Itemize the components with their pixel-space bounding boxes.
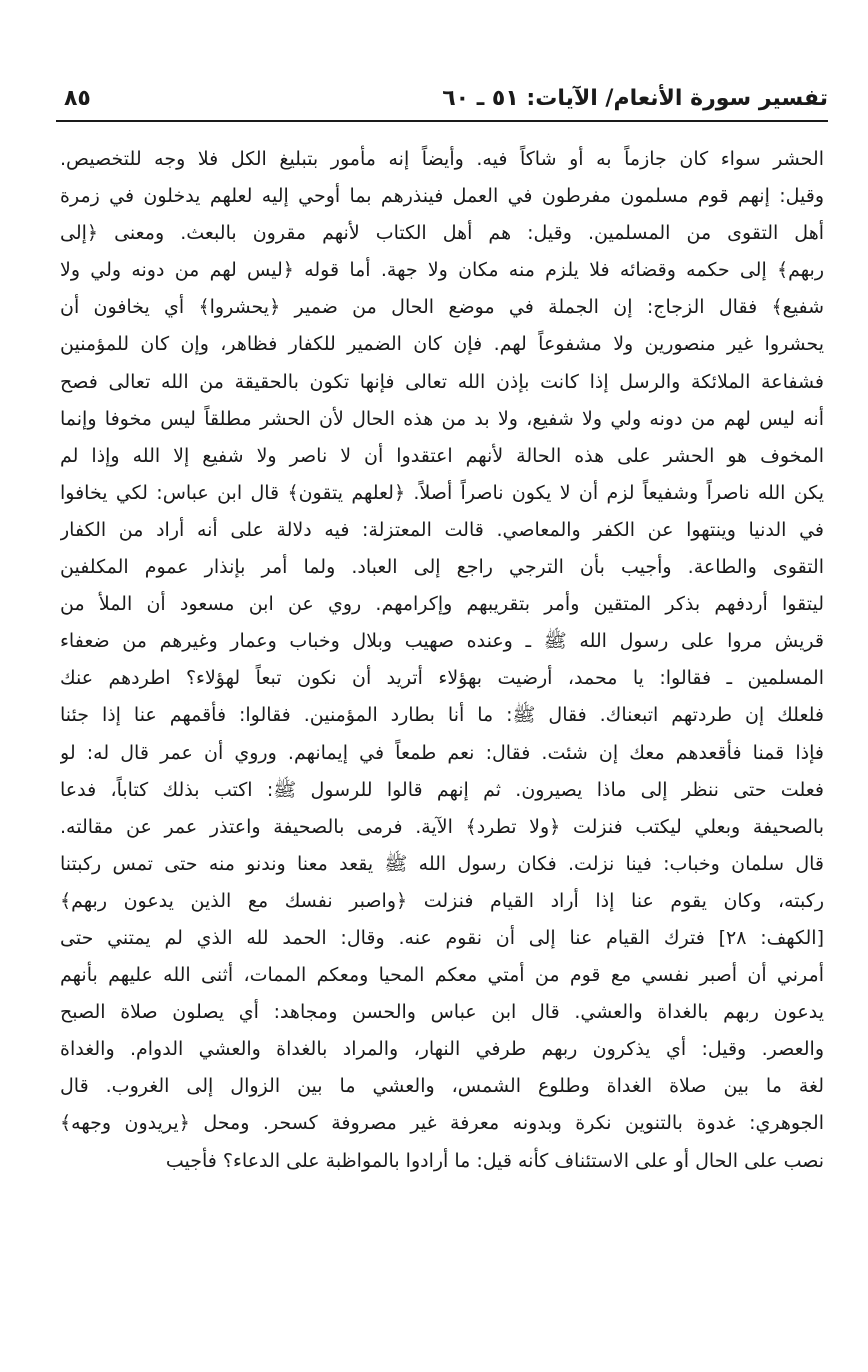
text-line: والعصر. وقيل: أي يذكرون ربهم طرفي النهار، والمراد بالغداة والعشي الدوام. والغداة — [60, 1038, 824, 1061]
text-line: قال سلمان وخباب: فينا نزلت. فكان رسول الله ﷺ يقعد معنا وندنو منه حتى تمس ركبتنا — [60, 852, 824, 875]
text-line: فعلت حتى ننظر إلى ماذا يصيرون. ثم إنهم قالوا للرسول ﷺ: اكتب بذلك كتاباً، فدعا — [60, 778, 824, 801]
text-line: المسلمين ـ فقالوا: يا محمد، أرضيت بهؤلاء أتريد أن نكون تبعاً لهؤلاء؟ اطردهم عنك — [60, 667, 824, 690]
text-line: ليتقوا أردفهم بذكر المتقين وأمر بتقريبهم وإكرامهم. روي عن ابن مسعود أن الملأ من — [60, 593, 824, 616]
text-line: فشفاعة الملائكة والرسل إذا كانت بإذن الله تعالى فإنها تكون بالحقيقة من الله تعالى فصح — [60, 370, 824, 393]
text-line: [الكهف: ٢٨] فترك القيام عنا إلى أن نقوم عنه. وقال: الحمد لله الذي لم يمتني حتى — [60, 926, 824, 949]
text-line: نصب على الحال أو على الاستئناف كأنه قيل: ما أرادوا بالمواظبة على الدعاء؟ فأجيب — [165, 1149, 824, 1172]
text-line: أنه ليس لهم من دونه ولي ولا شفيع، ولا بد من هذه الحال لأن الحشر مطلقاً ليس مخوفا وإنما — [60, 407, 824, 430]
text-line: أهل التقوى من المسلمين. وقيل: هم أهل الكتاب لأنهم مقرون بالبعث. ومعنى ﴿إلى — [60, 222, 824, 245]
running-title: تفسير سورة الأنعام/ الآيات: ٥١ ـ ٦٠ — [442, 86, 828, 111]
page-header — [56, 84, 828, 118]
text-line: التقوى والطاعة. وأجيب بأن الترجي راجع إلى العباد. ولما أمر بإنذار عموم المكلفين — [60, 556, 824, 579]
text-line: قريش مروا على رسول الله ﷺ ـ وعنده صهيب وبلال وخباب وعمار وغيرهم من ضعفاء — [60, 630, 824, 653]
page-number: ٨٥ — [64, 86, 91, 111]
text-line: المخوف هو الحشر على هذه الحالة لأنهم اعتقدوا أن لا ناصر ولا شفيع إلا الله وإذا لم — [60, 444, 824, 467]
text-line: فإذا قمنا فأقعدهم معك إن شئت. فقال: نعم طمعاً في إيمانهم. وروي أن عمر قال له: لو — [60, 741, 824, 764]
text-line: بالصحيفة وبعلي ليكتب فنزلت ﴿ولا تطرد﴾ الآية. فرمى بالصحيفة واعتذر عمر عن مقالته. — [60, 815, 824, 838]
text-line: الجوهري: غدوة بالتنوين نكرة وبدونه معرفة غير مصروفة كسحر. ومحل ﴿يريدون وجهه﴾ — [60, 1112, 824, 1135]
body-text — [60, 141, 824, 1180]
text-line: ركبته، وكان يقوم عنا إذا أراد القيام فنزلت ﴿واصبر نفسك مع الذين يدعون ربهم﴾ — [60, 889, 824, 912]
text-line: فلعلك إن طردتهم اتبعناك. فقال ﷺ: ما أنا بطارد المؤمنين. فقالوا: فأقمهم عنا إذا جئنا — [60, 704, 824, 727]
text-line: شفيع﴾ فقال الزجاج: إن الجملة في موضع الحال من ضمير ﴿يحشروا﴾ أي يخافون أن — [60, 296, 824, 319]
text-line: أمرني أن أصبر نفسي مع قوم من أمتي معكم المحيا ومعكم الممات، أثنى الله عليهم بأنهم — [60, 964, 824, 987]
text-line: لغة ما بين صلاة الغداة وطلوع الشمس، والعشي ما بين الزوال إلى الغروب. قال — [60, 1075, 824, 1098]
text-line: يحشروا غير منصورين ولا مشفوعاً لهم. فإن كان الضمير للكفار فظاهر، وإن كان للمؤمنين — [60, 333, 824, 356]
text-line: وقيل: إنهم قوم مسلمون مفرطون في العمل فينذرهم بما أوحي إليه لعلهم يدخلون في زمرة — [60, 185, 824, 208]
text-line: الحشر سواء كان جازماً به أو شاكاً فيه. وأيضاً إنه مأمور بتبليغ الكل فلا وجه للتخصيص. — [60, 148, 824, 170]
text-line: في الدنيا وينتهوا عن الكفر والمعاصي. قالت المعتزلة: فيه دلالة على أنه أراد من الكفار — [60, 518, 824, 541]
header-divider — [56, 120, 828, 122]
text-line: ربهم﴾ إلى حكمه وقضائه فلا يلزم منه مكان ولا جهة. أما قوله ﴿ليس لهم من دونه ولي ولا — [60, 259, 824, 282]
text-line: يكن الله ناصراً وشفيعاً لزم أن لا يكون ناصراً أصلاً. ﴿لعلهم يتقون﴾ قال ابن عباس: لكي يخافوا — [60, 481, 824, 504]
text-line: يدعون ربهم بالغداة والعشي. قال ابن عباس والحسن ومجاهد: أي يصلون صلاة الصبح — [60, 1001, 824, 1024]
